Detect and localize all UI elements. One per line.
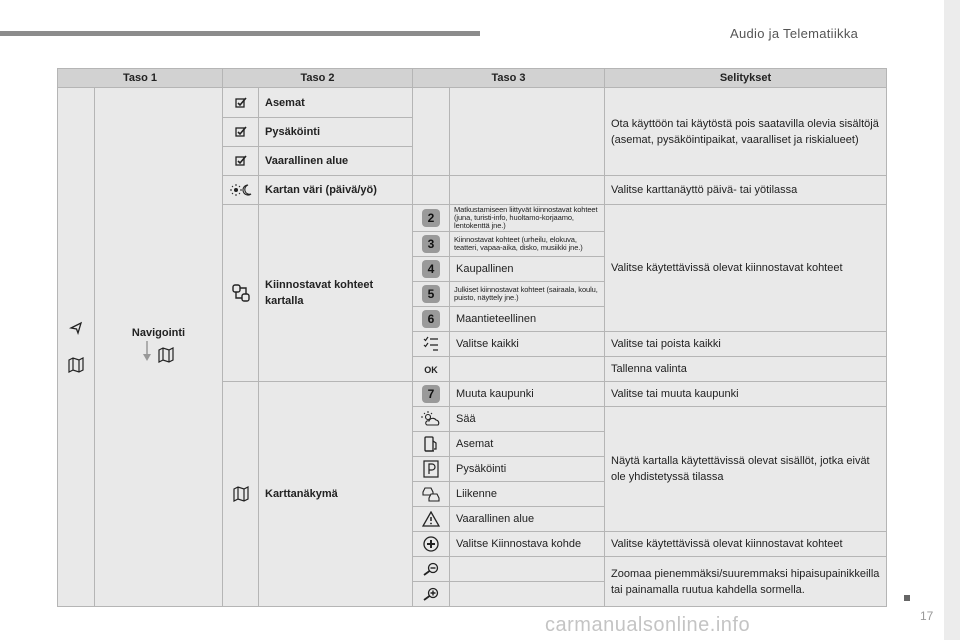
number-badge: 4	[422, 260, 440, 278]
number-badge: 6	[422, 310, 440, 328]
badge-cell	[413, 307, 450, 332]
level1-icon-cell	[58, 88, 95, 607]
stations-label: Asemat	[259, 88, 413, 118]
empty-cell	[450, 357, 605, 382]
danger-zone-map-label[interactable]: Vaarallinen alue	[450, 507, 605, 532]
checkbox-checked-icon[interactable]	[235, 126, 247, 138]
zoom-out-icon-cell[interactable]	[413, 557, 450, 582]
change-city-label[interactable]: Muuta kaupunki	[450, 382, 605, 407]
fuel-station-icon-cell[interactable]	[413, 432, 450, 457]
day-night-icon[interactable]	[230, 183, 252, 197]
change-city-description: Valitse tai muuta kaupunki	[605, 382, 887, 407]
map-color-label: Kartan väri (päivä/yö)	[259, 176, 413, 205]
poi-label: Kiinnostavat kohteet kartalla	[259, 205, 413, 382]
traffic-label[interactable]: Liikenne	[450, 482, 605, 507]
navigation-arrow-icon	[69, 321, 83, 335]
add-circle-icon[interactable]	[423, 536, 439, 552]
traffic-icon-cell[interactable]	[413, 482, 450, 507]
empty-cell	[450, 582, 605, 607]
watermark: carmanualsonline.info	[545, 614, 751, 636]
ok-button[interactable]: OK	[424, 365, 438, 375]
parking-icon-cell[interactable]	[413, 457, 450, 482]
select-poi-label[interactable]: Valitse Kiinnostava kohde	[450, 532, 605, 557]
header-level-1: Taso 1	[58, 69, 223, 88]
warning-icon[interactable]	[422, 511, 440, 527]
poi-geographic-label[interactable]: Maantieteellinen	[450, 307, 605, 332]
ok-description: Tallenna valinta	[605, 357, 887, 382]
header-explanations: Selitykset	[605, 69, 887, 88]
map-view-description: Näytä kartalla käytettävissä olevat sisällöt, jotka eivät ole yhdistetyssä tilassa	[605, 407, 887, 532]
select-all-label[interactable]: Valitse kaikki	[450, 332, 605, 357]
navigation-label: Navigointi	[131, 326, 186, 339]
select-poi-icon-cell[interactable]	[413, 532, 450, 557]
number-badge: 2	[422, 209, 440, 227]
poi-commercial-label[interactable]: Kaupallinen	[450, 257, 605, 282]
zoom-out-icon[interactable]	[422, 562, 440, 576]
checkbox-icon-cell[interactable]	[223, 118, 259, 147]
select-all-icon[interactable]	[423, 336, 439, 352]
parking-label: Pysäköinti	[259, 118, 413, 147]
zoom-description: Zoomaa pienemmäksi/suuremmaksi hipaisupainikkeilla tai painamalla ruutua kahdella sormella.	[605, 557, 887, 607]
stations-map-label[interactable]: Asemat	[450, 432, 605, 457]
empty-cell	[413, 88, 450, 176]
empty-cell	[413, 176, 450, 205]
weather-icon-cell[interactable]	[413, 407, 450, 432]
number-badge: 5	[422, 285, 440, 303]
page-marker	[904, 595, 910, 601]
header-level-2: Taso 2	[223, 69, 413, 88]
zoom-in-icon-cell[interactable]	[413, 582, 450, 607]
select-poi-description: Valitse käytettävissä olevat kiinnostavat kohteet	[605, 532, 887, 557]
menu-table	[57, 68, 887, 607]
select-all-description: Valitse tai poista kaikki	[605, 332, 887, 357]
traffic-icon[interactable]	[420, 486, 442, 502]
weather-label[interactable]: Sää	[450, 407, 605, 432]
visibility-description: Ota käyttöön tai käytöstä pois saatavilla olevia sisältöjä (asemat, pysäköintipaikat, vaaralliset ja riskialueet)	[605, 88, 887, 176]
checkbox-icon-cell[interactable]	[223, 147, 259, 176]
badge-cell	[413, 232, 450, 257]
badge-cell	[413, 205, 450, 232]
badge-cell	[413, 257, 450, 282]
map-view-label: Karttanäkymä	[259, 382, 413, 607]
fuel-station-icon[interactable]	[423, 435, 439, 453]
weather-icon[interactable]	[421, 411, 441, 427]
header-level-3: Taso 3	[413, 69, 605, 88]
empty-cell	[450, 176, 605, 205]
arrow-down-icon	[142, 341, 152, 363]
parking-icon[interactable]	[423, 460, 439, 478]
danger-zone-label: Vaarallinen alue	[259, 147, 413, 176]
map-view-icon[interactable]	[232, 486, 250, 502]
poi-description: Valitse käytettävissä olevat kiinnostavat kohteet	[605, 205, 887, 332]
empty-cell	[450, 557, 605, 582]
poi-leisure-label[interactable]: Kiinnostavat kohteet (urheilu, elokuva, teatteri, vapaa-aika, disko, musiikki jne.)	[450, 232, 605, 257]
empty-cell	[450, 88, 605, 176]
number-badge: 3	[422, 235, 440, 253]
zoom-in-icon[interactable]	[422, 587, 440, 601]
section-title: Audio ja Telematiikka	[730, 26, 859, 41]
checkbox-icon-cell[interactable]	[223, 88, 259, 118]
page-edge-strip	[944, 0, 960, 640]
badge-cell	[413, 382, 450, 407]
warning-icon-cell[interactable]	[413, 507, 450, 532]
checkbox-checked-icon[interactable]	[235, 97, 247, 109]
checkbox-checked-icon[interactable]	[235, 155, 247, 167]
header-rule	[0, 31, 480, 36]
map-icon	[157, 347, 175, 363]
number-badge: 7	[422, 385, 440, 403]
navigation-cell	[95, 88, 223, 607]
page-number: 17	[920, 609, 934, 623]
parking-map-label[interactable]: Pysäköinti	[450, 457, 605, 482]
map-view-icon-cell[interactable]	[223, 382, 259, 607]
poi-transport-label[interactable]: Matkustamiseen liittyvät kiinnostavat kohteet (juna, turisti-info, huoltamo-korjaamo, lentokenttä jne.)	[450, 205, 605, 232]
poi-map-icon[interactable]	[231, 283, 251, 303]
select-all-icon-cell[interactable]	[413, 332, 450, 357]
badge-cell	[413, 282, 450, 307]
map-color-description: Valitse karttanäyttö päivä- tai yötilassa	[605, 176, 887, 205]
map-icon	[67, 357, 85, 373]
day-night-icon-cell[interactable]	[223, 176, 259, 205]
poi-icon-cell[interactable]	[223, 205, 259, 382]
poi-public-label[interactable]: Julkiset kiinnostavat kohteet (sairaala, koulu, puisto, näyttely jne.)	[450, 282, 605, 307]
ok-cell[interactable]	[413, 357, 450, 382]
